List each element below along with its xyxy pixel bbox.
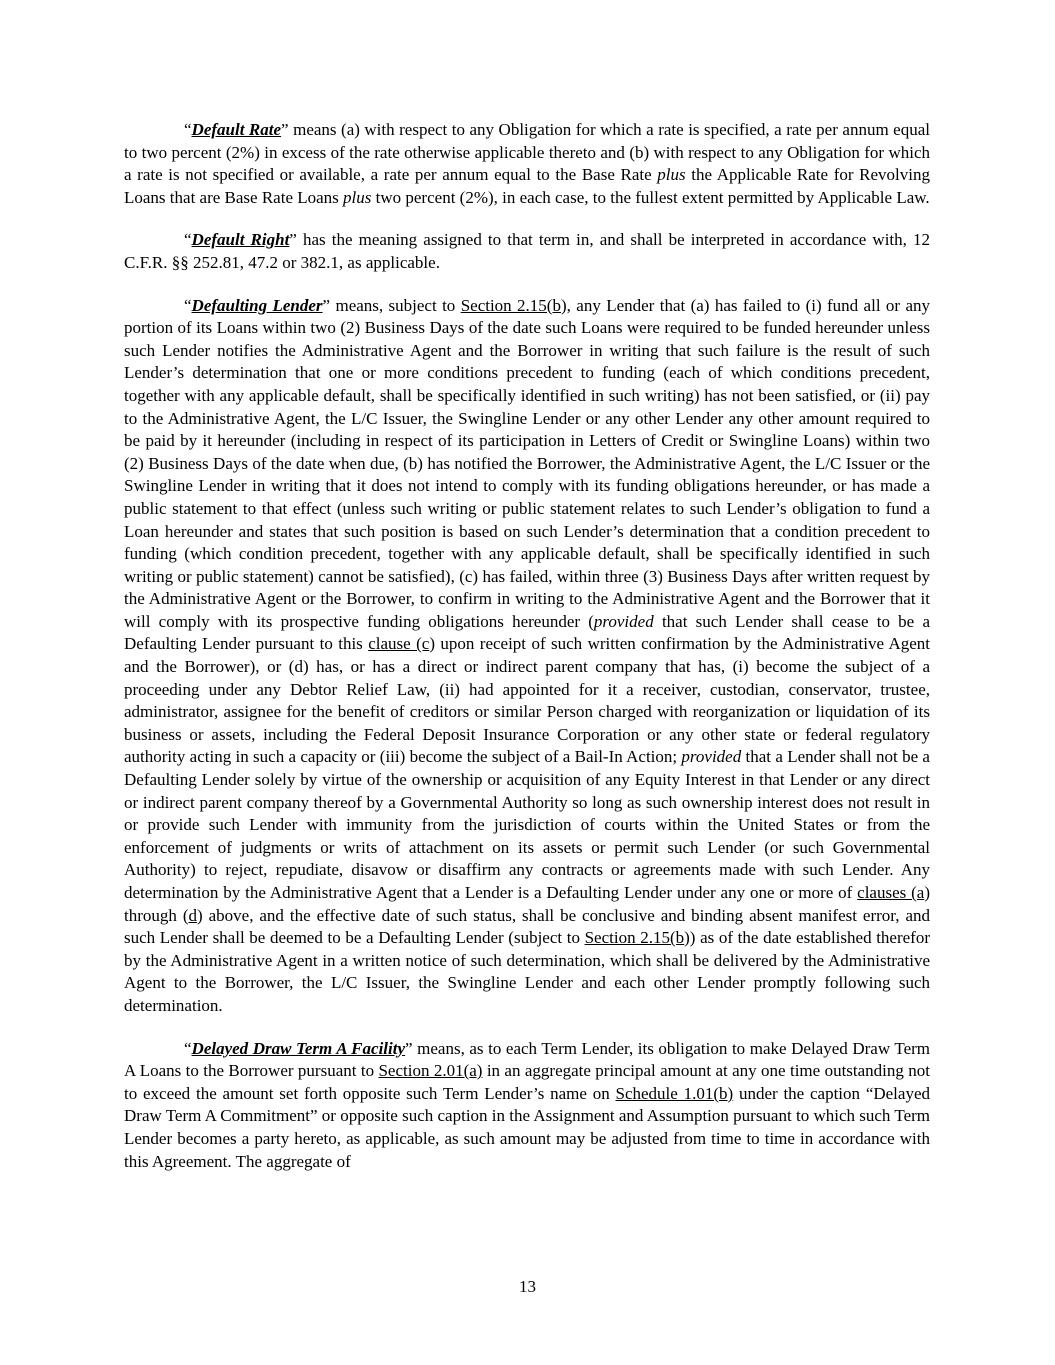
section-reference: Schedule 1.01(b)	[615, 1083, 734, 1103]
text-run: that such Lender shall cease to be a Defaulting Lender pursuant to this	[124, 611, 930, 654]
text-run: ” means (a) with respect to any Obligation for which a rate is specified, a rate per annum equal to two percent (2%) in excess of the rate otherwise applicable thereto and (b) with respect to any Obligation for which a rate is not specified or available, a rate per annum equal to the Base Rate	[124, 120, 930, 185]
text-run: ” means, subject to	[322, 295, 461, 315]
default-right-definition	[124, 229, 930, 274]
text-run: “	[184, 295, 192, 315]
defined-term: Delayed Draw Term A Facility	[191, 1038, 406, 1058]
defined-term: Default Right	[191, 230, 290, 250]
delayed-draw-term-a-facility-definition	[124, 1038, 930, 1174]
text-run: in an aggregate principal amount at any one time outstanding not to exceed the amount set forth opposite such Term Lender’s name on	[124, 1061, 930, 1103]
text-run: that a Lender shall not be a Defaulting Lender solely by virtue of the ownership or acquisition of any Equity Interest in that Lender or any direct or indirect parent company thereof by a Governmental Authority so long as such ownership interest does not result in or provide such Lender with immunity from the jurisdiction of courts within the United States or from the enforcement of judgments or writs of attachment on its assets or permit such Lender (or such Governmental Authority) to reject, repudiate, disavow or disaffirm any contracts or agreements made with such Lender. Any determination by the Administrative Agent that a Lender is a Defaulting Lender under any one or more of	[124, 747, 930, 902]
section-reference: d	[188, 905, 197, 925]
text-run: the Applicable Rate for Revolving Loans that are Base Rate Loans	[124, 165, 930, 207]
section-reference: clauses (a	[857, 883, 925, 902]
emphasis: plus	[343, 187, 372, 207]
defined-term: Default Rate	[191, 120, 282, 139]
emphasis: plus	[657, 165, 686, 185]
section-reference: Section 2.01(a)	[378, 1061, 483, 1081]
default-rate-definition	[124, 119, 930, 209]
text-run: ” means, as to each Term Lender, its obligation to make Delayed Draw Term A Loans to the Borrower pursuant to	[124, 1038, 930, 1081]
defaulting-lender-definition	[124, 295, 930, 1018]
text-run: under the caption “Delayed Draw Term A Commitment” or opposite such caption in the Assignment and Assumption pursuant to which such Term Lender becomes a party hereto, as applicable, as such amount may be adjusted from time to time in accordance with this Agreement. The aggregate of	[124, 1083, 930, 1171]
section-reference: Section 2.15(b	[460, 295, 561, 315]
text-run: “	[184, 1038, 192, 1058]
text-run: ) above, and the effective date of such status, shall be conclusive and binding absent manifest error, and such Lender shall be deemed to be a Defaulting Lender (subject to	[124, 905, 931, 948]
text-run: “	[184, 120, 192, 139]
paragraphs-container	[124, 119, 930, 1193]
text-run: “	[184, 230, 192, 250]
text-run: ” has the meaning assigned to that term in, and shall be interpreted in accordance with, 12 C.F.R. §§ 252.81, 47.2 or 382.1, as applicable.	[124, 230, 931, 272]
page-number: 13	[519, 1277, 536, 1296]
text-run: )) as of the date established therefor by the Administrative Agent in a written notice of such determination, which shall be delivered by the Administrative Agent to the Borrower, the L/C Issuer, the Swingline Lender and each other Lender promptly following such determination.	[124, 928, 931, 1015]
text-run: ) through (	[124, 883, 930, 925]
text-run: ), any Lender that (a) has failed to (i) fund all or any portion of its Loans within two (2) Business Days of the date such Loans were required to be funded hereunder unless such Lender notifies the Administrative Agent and the Borrower in writing that such failure is the result of such Lender’s determination that one or more conditions precedent to funding (each of which conditions precedent, together with any applicable default, shall be specifically identified in such writing) has not been satisfied, or (ii) pay to the Administrative Agent, the L/C Issuer, the Swingline Lender or any other Lender any other amount required to be paid by it hereunder (including in respect of its participation in Letters of Credit or Swingline Loans) within two (2) Business Days of the date when due, (b) has notified the Borrower, the Administrative Agent, the L/C Issuer or the Swingline Lender in writing that it does not intend to comply with its funding obligations hereunder, or has made a public statement to that effect (unless such writing or public statement relates to such Lender’s obligation to fund a Loan hereunder and states that such position is based on such Lender’s determination that a condition precedent to funding (which condition precedent, together with any applicable default, shall be specifically identified in such writing or public statement) cannot be satisfied), (c) has failed, within three (3) Business Days after written request by the Administrative Agent or the Borrower, to confirm in writing to the Administrative Agent and the Borrower that it will comply with its prospective funding obligations hereunder (	[124, 295, 931, 631]
defined-term: Defaulting Lender	[191, 295, 323, 315]
text-run: two percent (2%), in each case, to the fullest extent permitted by Applicable Law.	[371, 187, 930, 207]
section-reference: Section 2.15(b	[584, 928, 685, 948]
section-reference: clause (c	[368, 634, 430, 654]
emphasis: provided	[593, 611, 654, 631]
text-run: ) upon receipt of such written confirmation by the Administrative Agent and the Borrower), or (d) has, or has a direct or indirect parent company that has, (i) become the subject of a proceeding under any Debtor Relief Law, (ii) had appointed for it a receiver, custodian, conservator, trustee, administrator, assignee for the benefit of creditors or similar Person charged with reorganization or liquidation of its business or assets, including the Federal Deposit Insurance Corporation or any other state or federal regulatory authority acting in such a capacity or (iii) become the subject of a Bail-In Action;	[124, 634, 931, 767]
emphasis: provided	[681, 747, 742, 767]
